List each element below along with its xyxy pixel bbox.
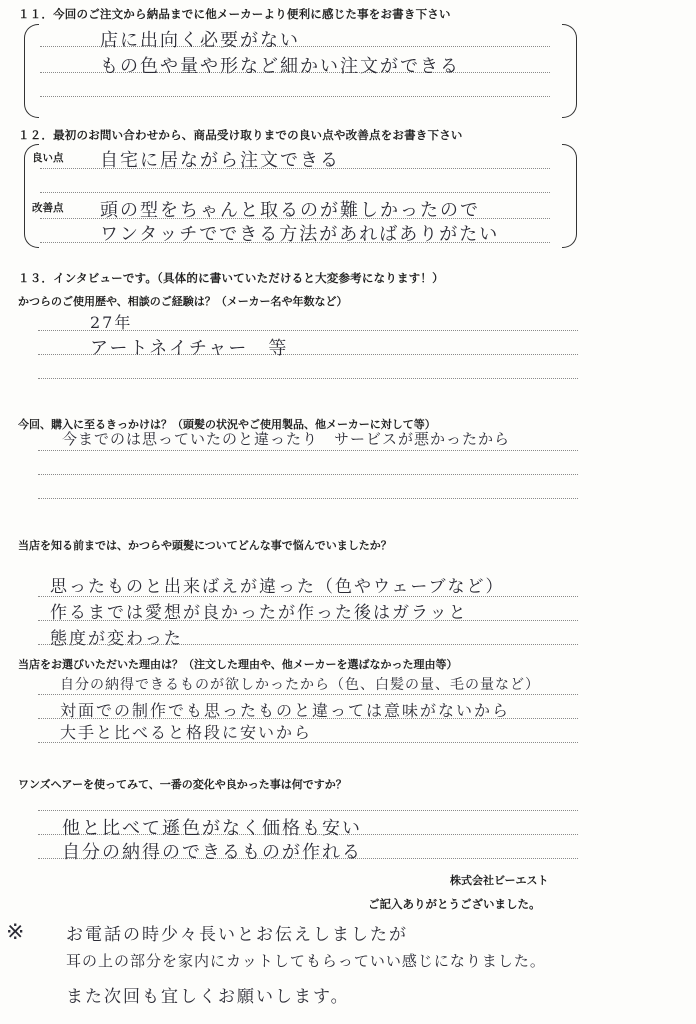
rule: [38, 498, 578, 499]
q11-right-bracket: [562, 24, 577, 118]
rule: [38, 694, 578, 695]
note-line-3: また次回も宜しくお願いします。: [66, 987, 350, 1007]
improvement-answer-line-1: 頭の型をちゃんと取るのが難しかったので: [100, 200, 480, 221]
q12-title: １２．最初のお問い合わせから、商品受け取りまでの良い点や改善点をお書き下さい: [18, 128, 463, 142]
note-asterisk-mark: ※: [6, 920, 25, 945]
note-line-2: 耳の上の部分を家内にカットしてもらっていい感じになりました。: [66, 952, 546, 970]
rule: [38, 810, 578, 811]
q12-right-bracket: [562, 144, 577, 248]
company-name: 株式会社ビーエスト: [450, 874, 549, 887]
rule: [40, 192, 550, 193]
trigger-answer: 今までのは思っていたのと違ったり サービスが悪かったから: [62, 430, 511, 448]
rule: [38, 450, 578, 451]
rule: [40, 96, 550, 97]
reason-answer-line-2: 対面での制作でも思ったものと違っては意味がないから: [60, 701, 511, 720]
change-answer-line-1: 他と比べて遜色がなく価格も安い: [62, 818, 362, 839]
note-line-1: お電話の時少々長いとお伝えしましたが: [66, 925, 408, 945]
thank-you-message: ご記入ありがとうございました。: [368, 897, 541, 911]
improvement-answer-line-2: ワンタッチでできる方法があればありがたい: [100, 224, 500, 245]
worry-question: 当店を知る前までは、かつらや頭髪についてどんな事で悩んでいましたか？: [18, 539, 392, 552]
change-question: ワンズヘアーを使ってみて、一番の変化や良かった事は何ですか？: [18, 778, 347, 791]
worry-answer-line-1: 思ったものと出来ばえが違った（色やウェーブなど）: [50, 577, 505, 597]
change-answer-line-2: 自分の納得のできるものが作れる: [62, 842, 362, 863]
q11-answer-line-1: 店に出向く必要がない: [100, 30, 300, 51]
history-answer-line-2: アートネイチャー 等: [90, 338, 289, 359]
reason-answer-line-1: 自分の納得できるものが欲しかったから（色、白髪の量、毛の量など）: [60, 677, 540, 693]
q13-title: １３．インタビューです。（具体的に書いていただけると大変参考になります！）: [18, 271, 444, 285]
worry-answer-line-3: 態度が変わった: [50, 629, 183, 649]
rule: [38, 378, 578, 379]
good-point-answer: 自宅に居ながら注文できる: [100, 150, 340, 171]
q11-title: １１．今回のご注文から納品までに他メーカーより便利に感じた事をお書き下さい: [18, 7, 451, 21]
history-answer-line-1: 27年: [90, 313, 133, 332]
reason-answer-line-3: 大手と比べると格段に安いから: [60, 723, 313, 742]
worry-answer-line-2: 作るまでは愛想が良かったが作った後はガラッと: [50, 603, 468, 623]
q11-left-bracket: [24, 24, 39, 118]
good-point-label: 良い点: [32, 152, 64, 164]
rule: [38, 474, 578, 475]
history-question: かつらのご使用歴や、相談のご経験は？（メーカー名や年数など）: [18, 295, 348, 308]
improvement-label: 改善点: [32, 202, 64, 214]
trigger-question: 今回、購入に至るきっかけは？（頭髪の状況やご使用製品、他メーカーに対して等）: [18, 418, 436, 431]
reason-question: 当店をお選びいただいた理由は？（注文した理由や、他メーカーを選ばなかった理由等）: [18, 658, 458, 671]
q11-answer-line-2: もの色や量や形など細かい注文ができる: [100, 56, 460, 77]
